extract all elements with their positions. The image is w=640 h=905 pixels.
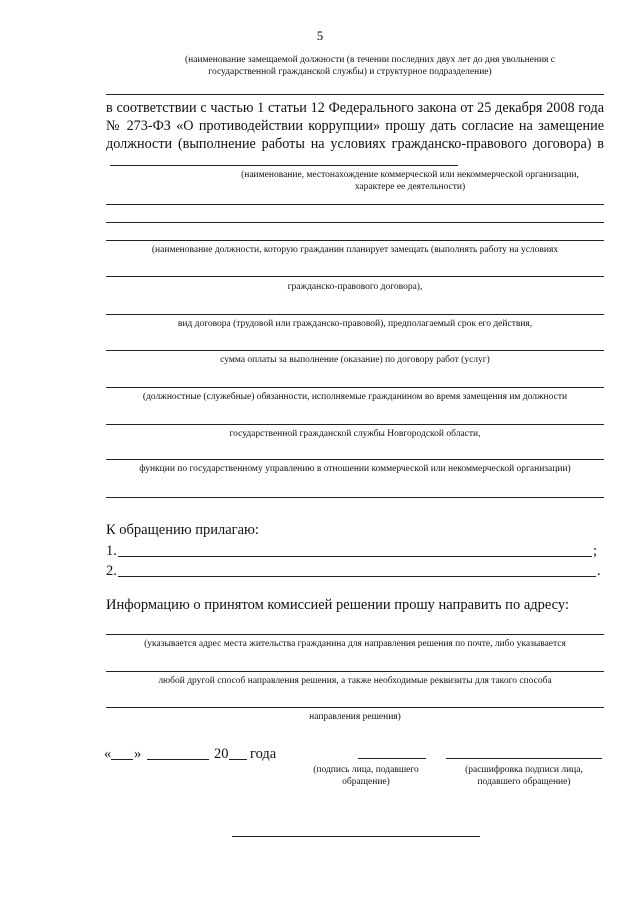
transcript-caption-2: подавшего обращение) xyxy=(477,777,571,787)
position-caption-line2: государственной гражданской службы) и структурное подразделение) xyxy=(208,67,492,77)
request-text: в соответствии с частью 1 статьи 12 Федерального закона от 25 декабря 2008 года № 273-ФЗ «О противодействии коррупции» прошу дать согласие на замещение должности (выполнение работы на условиях гражданско-правового договора) в xyxy=(106,100,604,152)
blank-line xyxy=(106,94,604,95)
signature-caption-2: обращение) xyxy=(342,777,390,787)
date-year-prefix: 20 xyxy=(214,746,229,762)
date-month-field[interactable] xyxy=(147,759,209,760)
position-caption-2: гражданско-правового договора), xyxy=(287,282,423,292)
date-year-suffix: года xyxy=(250,746,277,762)
page-number: 5 xyxy=(316,28,324,43)
duties-line[interactable] xyxy=(106,387,604,388)
attachment-2-field[interactable] xyxy=(118,576,596,577)
payment-caption: сумма оплаты за выполнение (оказание) по договору работ (услуг) xyxy=(220,355,490,365)
address-caption-2: любой другой способ направления решения, а также необходимые реквизиты для такого способа xyxy=(158,676,552,686)
signature-field[interactable] xyxy=(358,758,426,759)
duties-caption-1: (должностные (служебные) обязанности, исполняемые гражданином во время замещения им должности xyxy=(142,392,568,402)
transcript-field[interactable] xyxy=(446,758,602,759)
organization-caption-line2: характере ее деятельности) xyxy=(354,182,466,192)
address-line[interactable] xyxy=(106,634,604,635)
duties-line[interactable] xyxy=(106,424,604,425)
duties-caption-2: государственной гражданской службы Новгородской области, xyxy=(229,429,481,439)
contract-caption: вид договора (трудовой или гражданско-правовой), предполагаемый срок его действия, xyxy=(177,319,533,329)
position-line[interactable] xyxy=(106,276,604,277)
contract-line[interactable] xyxy=(106,314,604,315)
main-paragraph xyxy=(106,99,604,171)
address-line[interactable] xyxy=(106,671,604,672)
footer-divider xyxy=(232,836,480,837)
attachment-1-number: 1. xyxy=(106,543,117,559)
organization-line[interactable] xyxy=(106,204,604,205)
position-caption-1: (наименование должности, которую гражданин планирует замещать (выполнять работу на условиях xyxy=(151,245,559,255)
attachment-2-end: . xyxy=(597,563,601,579)
attachment-2-number: 2. xyxy=(106,563,117,579)
payment-line[interactable] xyxy=(106,350,604,351)
date-open-quote: « xyxy=(104,746,112,762)
date-close-quote: » xyxy=(134,746,142,762)
address-caption-1: (указывается адрес места жительства гражданина для направления решения по почте, либо указывается xyxy=(144,639,566,649)
transcript-caption-1: (расшифровка подписи лица, xyxy=(465,765,583,775)
functions-line[interactable] xyxy=(106,459,604,460)
position-caption-line1: (наименование замещаемой должности (в течении последних двух лет до дня увольнения с xyxy=(184,55,556,65)
signature-caption-1: (подпись лица, подавшего xyxy=(313,765,419,775)
functions-caption: функции по государственному управлению в отношении коммерческой или некоммерческой организации) xyxy=(139,464,571,474)
organization-field[interactable] xyxy=(110,153,458,166)
position-line[interactable] xyxy=(106,240,604,241)
date-day-field[interactable] xyxy=(111,759,133,760)
info-request-text: Информацию о принятом комиссией решении прошу направить по адресу: xyxy=(106,597,570,613)
address-caption-3: направления решения) xyxy=(309,712,401,722)
organization-line[interactable] xyxy=(106,222,604,223)
organization-caption-line1: (наименование, местонахождение коммерческой или некоммерческой организации, xyxy=(241,170,579,180)
date-year-field[interactable] xyxy=(229,759,247,760)
attachments-heading: К обращению прилагаю: xyxy=(106,522,259,538)
address-line[interactable] xyxy=(106,707,604,708)
functions-line[interactable] xyxy=(106,497,604,498)
attachment-1-field[interactable] xyxy=(118,556,592,557)
attachment-1-end: ; xyxy=(593,543,598,559)
